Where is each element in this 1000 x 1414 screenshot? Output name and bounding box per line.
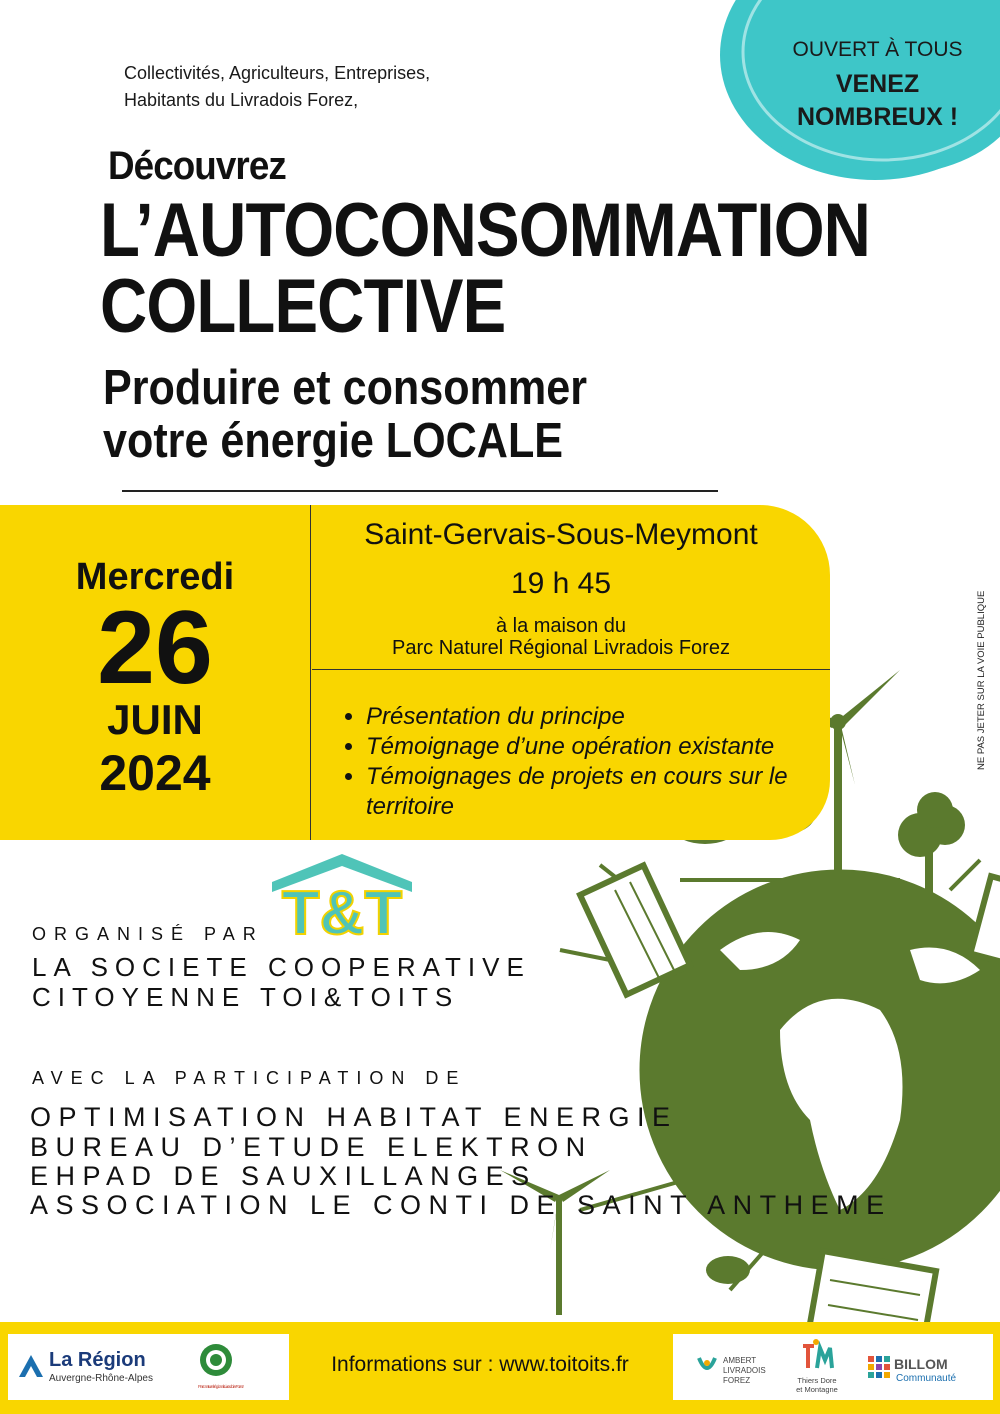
program-item: • Présentation du principe <box>366 702 836 732</box>
thiers-line1: Thiers Dore <box>797 1376 837 1385</box>
billom-logo-name: BILLOM <box>894 1356 948 1372</box>
toitoits-logo <box>262 852 422 942</box>
event-weekday: Mercredi <box>75 556 235 598</box>
park-logo-text: Parc naturel régional Livradois-Forez <box>198 1384 244 1389</box>
audience-line1: Collectivités, Agriculteurs, Entreprises, <box>124 63 431 83</box>
discover-heading: Découvrez <box>108 144 286 188</box>
audience-line2: Habitants du Livradois Forez, <box>124 90 359 110</box>
ambert-logo-icon <box>695 1354 719 1380</box>
event-location: Saint-Gervais-Sous-Meymont <box>364 518 758 551</box>
come-many-text <box>770 68 985 134</box>
thiers-logo-text <box>785 1376 849 1394</box>
region-logo-subtitle: Auvergne-Rhône-Alpes <box>49 1373 153 1384</box>
organizer-line1: LA SOCIETE COOPERATIVE <box>32 952 531 982</box>
ambert-logo-text <box>723 1356 766 1386</box>
park-logo <box>196 1338 246 1398</box>
side-note <box>964 575 994 770</box>
come-many-line2: NOMBREUX ! <box>796 103 959 131</box>
band-horizontal-divider <box>312 669 830 670</box>
toitoits-logo-text: T&T <box>281 879 403 942</box>
info-website-text: Informations sur : www.toitoits.fr <box>331 1353 629 1376</box>
event-month: JUIN <box>107 696 203 743</box>
billom-logo-subtitle: Communauté <box>896 1373 957 1384</box>
region-logo-name: La Région <box>49 1349 146 1371</box>
band-vertical-divider <box>310 505 311 840</box>
organized-by-label: ORGANISÉ PAR <box>32 924 264 944</box>
partner-item: OPTIMISATION HABITAT ENERGIE <box>30 1102 678 1132</box>
billom-logo-icon <box>868 1356 892 1384</box>
partner-item: ASSOCIATION LE CONTI DE SAINT ANTHEME <box>30 1190 892 1220</box>
main-title-line1: L’AUTOCONSOMMATION <box>100 188 871 273</box>
partner-item: EHPAD DE SAUXILLANGES <box>30 1161 537 1191</box>
side-note-text: NE PAS JETER SUR LA VOIE PUBLIQUE <box>976 590 987 770</box>
subtitle-line1: Produire et consommer <box>103 361 588 415</box>
program-item: • Témoignage d’une opération existante <box>366 732 836 762</box>
ambert-line1: AMBERT <box>723 1356 757 1365</box>
audience-text <box>124 60 544 114</box>
title-divider <box>122 490 718 492</box>
subtitle-line2: votre énergie LOCALE <box>103 414 564 468</box>
event-venue-line2: Parc Naturel Régional Livradois Forez <box>392 637 730 659</box>
event-year: 2024 <box>99 745 211 801</box>
main-title-line2: COLLECTIVE <box>100 264 506 349</box>
open-to-all-text: OUVERT À TOUS <box>792 38 963 61</box>
event-day: 26 <box>97 590 213 706</box>
come-many-line1: VENEZ <box>835 70 920 98</box>
organizer-line2: CITOYENNE TOI&TOITS <box>32 982 460 1012</box>
thiers-line2: et Montagne <box>796 1385 838 1394</box>
program-item: • Témoignages de projets en cours sur le territoire <box>366 762 836 822</box>
participation-label: AVEC LA PARTICIPATION DE <box>32 1068 467 1088</box>
program-list <box>342 702 836 822</box>
thiers-logo-icon <box>800 1338 834 1374</box>
event-time: 19 h 45 <box>510 567 612 600</box>
event-venue-line1: à la maison du <box>495 615 627 637</box>
region-logo-icon <box>16 1352 46 1380</box>
partner-item: BUREAU D’ETUDE ELEKTRON <box>30 1132 593 1162</box>
ambert-line3: FOREZ <box>723 1376 751 1385</box>
ambert-line2: LIVRADOIS <box>723 1366 766 1375</box>
